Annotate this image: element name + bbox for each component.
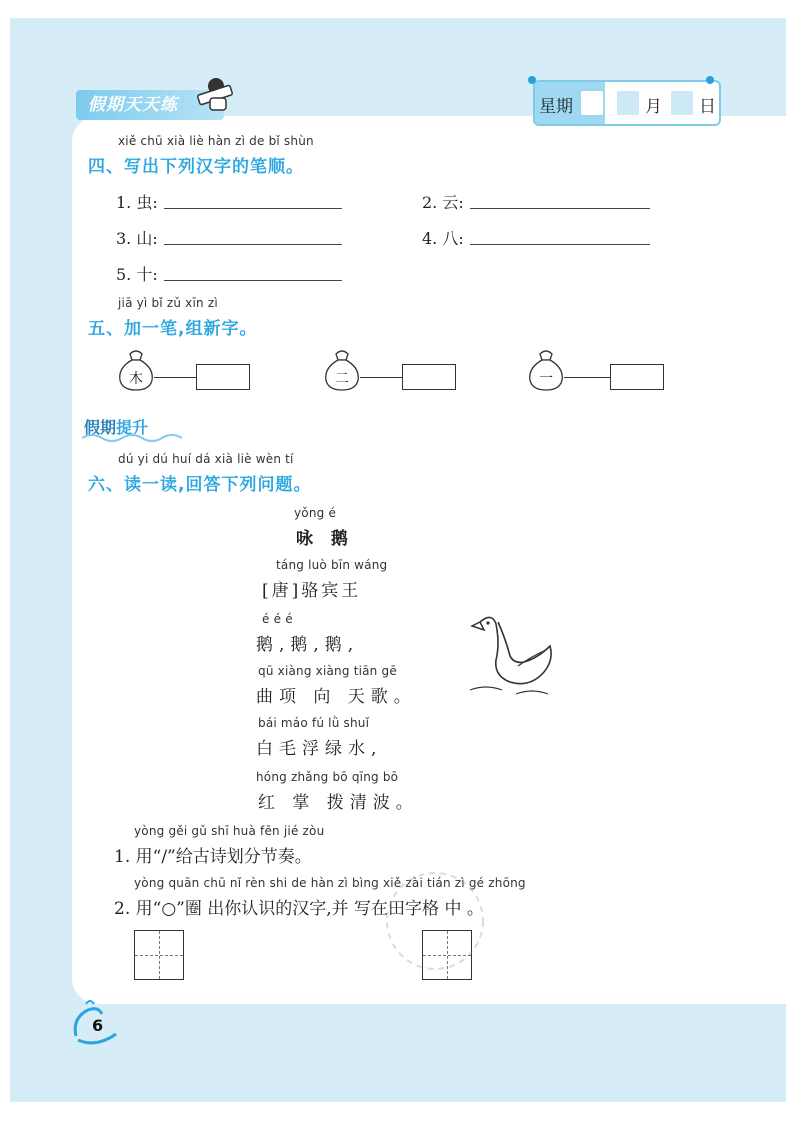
answer-box-3[interactable]	[610, 364, 664, 390]
answer-line-3[interactable]	[164, 244, 342, 245]
wave-underline-icon	[80, 432, 184, 444]
question-1-pinyin: yòng gěi gǔ shī huà fēn jié zòu	[134, 824, 325, 838]
date-box	[533, 80, 721, 126]
bag-char-2: 二	[335, 371, 349, 387]
section4-pinyin: xiě chū xià liè hàn zì de bǐ shùn	[118, 134, 314, 148]
page-number: 6	[92, 1016, 104, 1035]
poem-line-2-pinyin: qū xiàng xiàng tiān gē	[258, 664, 397, 678]
holiday-practice-badge: 假期天天练	[76, 90, 224, 120]
stroke-item-5: 5. 十:	[116, 265, 158, 284]
tianzige-box-1[interactable]	[134, 930, 184, 980]
bag-char-3: 一	[539, 371, 553, 387]
watermark-stamp-icon	[380, 858, 490, 984]
stroke-item-4: 4. 八:	[422, 229, 464, 248]
connector-line	[154, 377, 196, 378]
answer-box-1[interactable]	[196, 364, 250, 390]
bag-char-1: 木	[129, 371, 143, 387]
answer-line-4[interactable]	[470, 244, 650, 245]
connector-line	[564, 377, 610, 378]
answer-box-2[interactable]	[402, 364, 456, 390]
section6-pinyin: dú yi dú huí dá xià liè wèn tí	[118, 452, 294, 466]
upgrade-label-a: 假期	[84, 418, 117, 437]
poem-title-pinyin: yǒng é	[294, 506, 337, 520]
question-1: 1. 用“/”给古诗划分节奏。	[114, 847, 312, 867]
poem-line-4-pinyin: hóng zhǎng bō qīng bō	[256, 770, 399, 784]
poem-title: 咏 鹅	[296, 529, 354, 549]
pin-icon	[706, 76, 714, 84]
pin-icon	[528, 76, 536, 84]
poem-line-3: 白毛浮绿水,	[256, 739, 383, 759]
section4-title: 四、写出下列汉字的笔顺。	[88, 157, 304, 177]
month-label: 月	[645, 97, 662, 117]
connector-line	[360, 377, 402, 378]
poem-author: [唐]骆宾王	[262, 581, 362, 601]
upgrade-label-b: 提升	[116, 418, 149, 437]
section6-title: 六、读一读,回答下列问题。	[88, 475, 312, 495]
answer-line-2[interactable]	[470, 208, 650, 209]
poem-line-1-pinyin: é é é	[262, 612, 293, 626]
poem-line-4: 红 掌 拨清波。	[258, 793, 419, 813]
section5-pinyin: jiā yì bǐ zǔ xīn zì	[118, 296, 218, 310]
stroke-item-3: 3. 山:	[116, 229, 158, 248]
answer-line-1[interactable]	[164, 208, 342, 209]
poem-line-1: 鹅,鹅,鹅,	[256, 635, 360, 655]
poem-author-pinyin: táng luò bīn wáng	[276, 558, 388, 572]
stroke-item-1: 1. 虫:	[116, 193, 158, 212]
goose-illustration-icon	[466, 610, 562, 700]
day-input[interactable]	[671, 91, 693, 115]
week-label: 星期	[539, 97, 573, 117]
month-input[interactable]	[617, 91, 639, 115]
stroke-item-2: 2. 云:	[422, 193, 464, 212]
section5-title: 五、加一笔,组新字。	[88, 319, 258, 339]
poem-line-3-pinyin: bái máo fú lǜ shuǐ	[258, 716, 370, 730]
answer-line-5[interactable]	[164, 280, 342, 281]
poem-line-2: 曲项 向 天歌。	[256, 687, 417, 707]
kid-reading-icon	[192, 74, 242, 114]
week-input[interactable]	[581, 91, 603, 115]
question-2: 2. 用“○”圈 出你认识的汉字,并 写在田字格 中 。	[114, 899, 484, 919]
day-label: 日	[699, 97, 716, 117]
question-2-pinyin: yòng quān chū nǐ rèn shi de hàn zì bìng xiě zài tián zì gé zhōng	[134, 876, 526, 890]
